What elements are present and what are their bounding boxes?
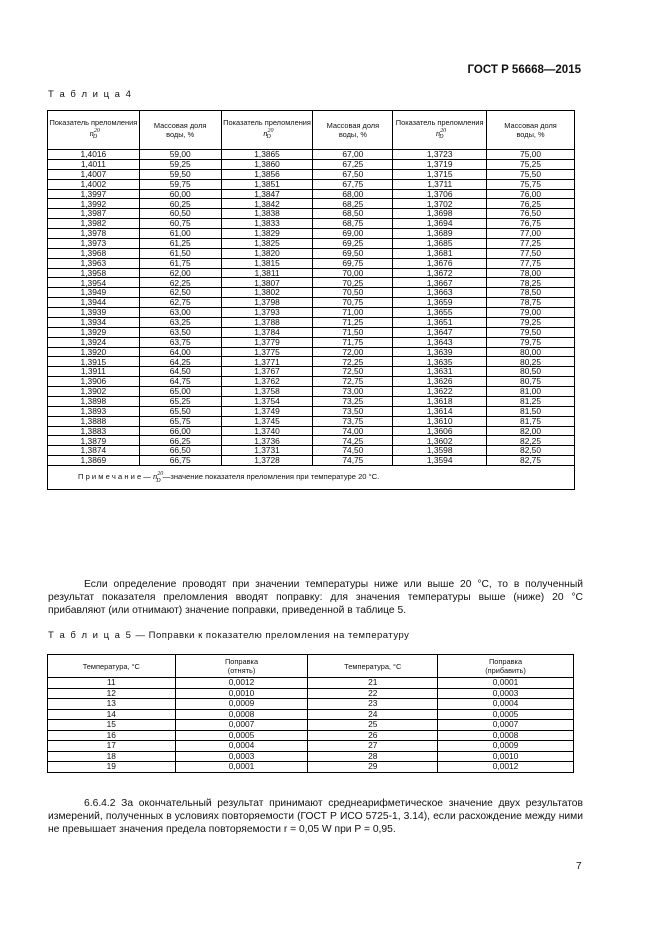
water-mass-cell: 80,50 (487, 367, 575, 377)
water-mass-cell: 59,75 (139, 179, 221, 189)
refractive-index-cell: 1,3820 (221, 248, 313, 258)
water-mass-cell: 63,75 (139, 337, 221, 347)
paragraph-final-result: 6.6.4.2 За окончательный результат принимают среднеарифметическое значение двух результатов измерений, полученных в условиях повторяемости (ГОСТ Р ИСО 5725-1, 3.14), если расхождение между ними не превышает значения предела повторяемости r = 0,05 W при P = 0,95. (48, 798, 583, 836)
water-mass-cell: 61,00 (139, 229, 221, 239)
table-row (48, 159, 575, 169)
refractive-index-cell: 1,3663 (393, 288, 487, 298)
refractive-index-cell: 1,3815 (221, 258, 313, 268)
refractive-index-cell: 1,3606 (393, 426, 487, 436)
table-row (48, 387, 575, 397)
water-mass-cell: 78,00 (487, 268, 575, 278)
refractive-index-cell: 1,4007 (48, 169, 140, 179)
refractive-index-cell: 1,3879 (48, 436, 140, 446)
refractive-index-cell: 1,3728 (221, 456, 313, 466)
table-row (48, 199, 575, 209)
refractive-index-cell: 1,3906 (48, 377, 140, 387)
water-mass-cell: 70,25 (313, 278, 393, 288)
table5-caption: Т а б л и ц а 5 — Поправки к показателю преломления на температуру (48, 630, 410, 641)
water-mass-cell: 67,00 (313, 150, 393, 160)
table-row (48, 268, 575, 278)
refractive-index-cell: 1,3869 (48, 456, 140, 466)
water-mass-cell: 79,75 (487, 337, 575, 347)
water-mass-cell: 67,75 (313, 179, 393, 189)
table-row (48, 288, 575, 298)
refractive-index-cell: 1,3992 (48, 199, 140, 209)
water-mass-cell: 62,75 (139, 298, 221, 308)
water-mass-cell: 70,50 (313, 288, 393, 298)
th-index (221, 111, 313, 150)
water-mass-cell: 81,50 (487, 406, 575, 416)
refractive-index-cell: 1,3829 (221, 229, 313, 239)
water-mass-cell: 76,75 (487, 219, 575, 229)
table-row (48, 337, 575, 347)
note-text: —значение показателя преломления при температуре 20 °С. (162, 472, 380, 482)
table-row (48, 416, 575, 426)
refractive-index-cell: 1,3997 (48, 189, 140, 199)
refractive-index-cell: 1,4016 (48, 150, 140, 160)
water-mass-cell: 72,75 (313, 377, 393, 387)
table-row (48, 308, 575, 318)
water-mass-cell: 63,00 (139, 308, 221, 318)
water-mass-cell: 71,25 (313, 317, 393, 327)
table-row (48, 317, 575, 327)
refractive-index-cell: 1,3865 (221, 150, 313, 160)
water-mass-cell: 60,25 (139, 199, 221, 209)
th-mass (313, 111, 393, 150)
index-header-text: Показатель преломления $n^{20}_D$ (223, 117, 311, 141)
temperature-cell: 22 (308, 688, 438, 699)
refractive-index-cell: 1,3982 (48, 219, 140, 229)
water-mass-cell: 67,25 (313, 159, 393, 169)
table4-caption: Т а б л и ц а 4 (48, 89, 133, 100)
table-row (48, 436, 575, 446)
refractive-index-cell: 1,3694 (393, 219, 487, 229)
temperature-cell: 23 (308, 699, 438, 710)
table-row (48, 327, 575, 337)
table-row (48, 709, 574, 720)
table-row (48, 678, 574, 689)
refractive-index-cell: 1,3874 (48, 446, 140, 456)
water-mass-cell: 73,25 (313, 396, 393, 406)
refractive-index-cell: 1,3706 (393, 189, 487, 199)
th-correction-subtract: Поправка (отнять) (175, 655, 308, 678)
water-mass-cell: 80,00 (487, 347, 575, 357)
mass-header-text: Массовая доля воды, % (326, 121, 380, 139)
mass-header-text: Массовая доля воды, % (504, 121, 557, 139)
water-mass-cell: 81,75 (487, 416, 575, 426)
refractive-index-cell: 1,3856 (221, 169, 313, 179)
table-row (48, 229, 575, 239)
refractive-index-cell: 1,3987 (48, 209, 140, 219)
correction-cell: 0,0004 (175, 741, 308, 752)
water-mass-cell: 65,25 (139, 396, 221, 406)
water-mass-cell: 60,00 (139, 189, 221, 199)
refractive-index-cell: 1,3754 (221, 396, 313, 406)
temperature-cell: 18 (48, 751, 176, 762)
paragraph-temperature-correction: Если определение проводят при значении температуры ниже или выше 20 °С, то в полученный результат показателя преломления вводят поправку: для значения температуры выше (ниже) 20 °С прибавляют (или отнимают) значение поправки, приведенной в таблице 5. (48, 579, 583, 617)
refractive-index-cell: 1,3784 (221, 327, 313, 337)
temperature-cell: 12 (48, 688, 176, 699)
water-mass-cell: 79,25 (487, 317, 575, 327)
refractive-index-cell: 1,3851 (221, 179, 313, 189)
refractive-index-cell: 1,3788 (221, 317, 313, 327)
water-mass-cell: 82,75 (487, 456, 575, 466)
th-temperature: Температура, °С (308, 655, 438, 678)
refractive-index-cell: 1,3811 (221, 268, 313, 278)
refractive-index-cell: 1,3838 (221, 209, 313, 219)
doc-header: ГОСТ Р 56668—2015 (467, 64, 581, 76)
refractive-index-cell: 1,3833 (221, 219, 313, 229)
refractive-index-cell: 1,3626 (393, 377, 487, 387)
refractive-index-cell: 1,3715 (393, 169, 487, 179)
correction-cell: 0,0005 (175, 730, 308, 741)
refractive-index-cell: 1,3647 (393, 327, 487, 337)
water-mass-cell: 64,75 (139, 377, 221, 387)
refractive-index-cell: 1,3802 (221, 288, 313, 298)
table-row (48, 699, 574, 710)
refractive-index-cell: 1,3798 (221, 298, 313, 308)
table-row (48, 209, 575, 219)
index-header-text: Показатель преломления $n^{20}_D$ (49, 117, 138, 141)
water-mass-cell: 75,75 (487, 179, 575, 189)
correction-cell: 0,0004 (438, 699, 574, 710)
temperature-cell: 17 (48, 741, 176, 752)
water-mass-cell: 73,00 (313, 387, 393, 397)
water-mass-cell: 69,75 (313, 258, 393, 268)
temperature-cell: 11 (48, 678, 176, 689)
refractive-index-cell: 1,3651 (393, 317, 487, 327)
water-mass-cell: 77,75 (487, 258, 575, 268)
water-mass-cell: 64,00 (139, 347, 221, 357)
table-row (48, 189, 575, 199)
water-mass-cell: 59,00 (139, 150, 221, 160)
temperature-cell: 26 (308, 730, 438, 741)
temperature-cell: 14 (48, 709, 176, 720)
refractive-index-cell: 1,4002 (48, 179, 140, 189)
table-row (48, 396, 575, 406)
th-temperature: Температура, °С (48, 655, 176, 678)
water-mass-cell: 75,00 (487, 150, 575, 160)
temperature-cell: 19 (48, 762, 176, 773)
correction-cell: 0,0009 (175, 699, 308, 710)
water-mass-cell: 78,25 (487, 278, 575, 288)
refractive-index-cell: 1,3745 (221, 416, 313, 426)
refractive-index-cell: 1,3954 (48, 278, 140, 288)
water-mass-cell: 81,25 (487, 396, 575, 406)
refractive-index-cell: 1,3888 (48, 416, 140, 426)
water-mass-cell: 82,00 (487, 426, 575, 436)
refractive-index-cell: 1,3883 (48, 426, 140, 436)
refractive-index-cell: 1,3944 (48, 298, 140, 308)
refractive-index-cell: 1,3659 (393, 298, 487, 308)
refractive-index-cell: 1,3667 (393, 278, 487, 288)
table5-header-row (48, 655, 574, 678)
refractive-index-cell: 1,3939 (48, 308, 140, 318)
correction-cell: 0,0010 (175, 688, 308, 699)
water-mass-cell: 70,75 (313, 298, 393, 308)
water-mass-cell: 61,75 (139, 258, 221, 268)
table-row (48, 406, 575, 416)
refractive-index-cell: 1,3779 (221, 337, 313, 347)
th-index (48, 111, 140, 150)
table-row (48, 730, 574, 741)
table-row (48, 688, 574, 699)
th-index (393, 111, 487, 150)
table-row (48, 377, 575, 387)
water-mass-cell: 60,50 (139, 209, 221, 219)
refractive-index-cell: 1,3618 (393, 396, 487, 406)
water-mass-cell: 82,50 (487, 446, 575, 456)
refractive-index-cell: 1,3676 (393, 258, 487, 268)
correction-cell: 0,0008 (175, 709, 308, 720)
water-mass-cell: 71,50 (313, 327, 393, 337)
refractive-index-cell: 1,3602 (393, 436, 487, 446)
table-row (48, 150, 575, 160)
refractive-index-cell: 1,3622 (393, 387, 487, 397)
refractive-index-cell: 1,3723 (393, 150, 487, 160)
water-mass-cell: 76,00 (487, 189, 575, 199)
correction-cell: 0,0005 (438, 709, 574, 720)
table-row (48, 367, 575, 377)
table-row (48, 347, 575, 357)
water-mass-cell: 71,75 (313, 337, 393, 347)
correction-cell: 0,0001 (175, 762, 308, 773)
refractive-index-cell: 1,3934 (48, 317, 140, 327)
water-mass-cell: 72,25 (313, 357, 393, 367)
table-row (48, 169, 575, 179)
water-mass-cell: 74,50 (313, 446, 393, 456)
water-mass-cell: 81,00 (487, 387, 575, 397)
refractive-index-cell: 1,3793 (221, 308, 313, 318)
water-mass-cell: 77,25 (487, 238, 575, 248)
refractive-index-cell: 1,3920 (48, 347, 140, 357)
water-mass-cell: 61,50 (139, 248, 221, 258)
table-row (48, 298, 575, 308)
refractive-index-cell: 1,3635 (393, 357, 487, 367)
water-mass-cell: 74,75 (313, 456, 393, 466)
water-mass-cell: 59,25 (139, 159, 221, 169)
table-row (48, 426, 575, 436)
water-mass-cell: 75,25 (487, 159, 575, 169)
temperature-cell: 24 (308, 709, 438, 720)
water-mass-cell: 73,75 (313, 416, 393, 426)
water-mass-cell: 66,00 (139, 426, 221, 436)
correction-cell: 0,0007 (438, 720, 574, 731)
refractive-index-cell: 1,3767 (221, 367, 313, 377)
table-row (48, 762, 574, 773)
correction-cell: 0,0012 (438, 762, 574, 773)
temperature-cell: 29 (308, 762, 438, 773)
water-mass-cell: 75,50 (487, 169, 575, 179)
water-mass-cell: 76,25 (487, 199, 575, 209)
water-mass-cell: 61,25 (139, 238, 221, 248)
correction-cell: 0,0001 (438, 678, 574, 689)
water-mass-cell: 79,00 (487, 308, 575, 318)
table-row (48, 238, 575, 248)
water-mass-cell: 74,00 (313, 426, 393, 436)
water-mass-cell: 62,25 (139, 278, 221, 288)
temperature-cell: 27 (308, 741, 438, 752)
refractive-index-cell: 1,3968 (48, 248, 140, 258)
th-mass (487, 111, 575, 150)
water-mass-cell: 72,50 (313, 367, 393, 377)
note-symbol: $n^{20}_D$ (153, 471, 164, 484)
refractive-index-cell: 1,3902 (48, 387, 140, 397)
refractive-index-cell: 1,3681 (393, 248, 487, 258)
refractive-index-cell: 1,3711 (393, 179, 487, 189)
index-header-text: Показатель преломления $n^{20}_D$ (395, 117, 484, 141)
refractive-index-cell: 1,3702 (393, 199, 487, 209)
water-mass-cell: 65,00 (139, 387, 221, 397)
refractive-index-cell: 1,3978 (48, 229, 140, 239)
refractive-index-cell: 1,3973 (48, 238, 140, 248)
water-mass-cell: 68,75 (313, 219, 393, 229)
refractive-index-cell: 1,3924 (48, 337, 140, 347)
water-mass-cell: 68,25 (313, 199, 393, 209)
water-mass-cell: 65,75 (139, 416, 221, 426)
water-mass-cell: 60,75 (139, 219, 221, 229)
water-mass-cell: 77,00 (487, 229, 575, 239)
refractive-index-cell: 1,3740 (221, 426, 313, 436)
refractive-index-cell: 1,3731 (221, 446, 313, 456)
table4-note-row (48, 466, 575, 490)
temperature-cell: 25 (308, 720, 438, 731)
refractive-index-cell: 1,3893 (48, 406, 140, 416)
table-5 (47, 654, 574, 773)
water-mass-cell: 70,00 (313, 268, 393, 278)
refractive-index-cell: 1,3911 (48, 367, 140, 377)
water-mass-cell: 68,00 (313, 189, 393, 199)
th-mass (139, 111, 221, 150)
refractive-index-cell: 1,3598 (393, 446, 487, 456)
refractive-index-cell: 1,3639 (393, 347, 487, 357)
refractive-index-cell: 1,3963 (48, 258, 140, 268)
refractive-index-cell: 1,3762 (221, 377, 313, 387)
refractive-index-cell: 1,3915 (48, 357, 140, 367)
water-mass-cell: 68,50 (313, 209, 393, 219)
correction-cell: 0,0003 (438, 688, 574, 699)
temperature-cell: 28 (308, 751, 438, 762)
note-label: П р и м е ч а н и е — (78, 472, 151, 482)
table-row (48, 751, 574, 762)
correction-cell: 0,0008 (438, 730, 574, 741)
water-mass-cell: 59,50 (139, 169, 221, 179)
table-row (48, 446, 575, 456)
water-mass-cell: 74,25 (313, 436, 393, 446)
table-row (48, 741, 574, 752)
water-mass-cell: 65,50 (139, 406, 221, 416)
water-mass-cell: 73,50 (313, 406, 393, 416)
refractive-index-cell: 1,3929 (48, 327, 140, 337)
water-mass-cell: 69,25 (313, 238, 393, 248)
water-mass-cell: 66,75 (139, 456, 221, 466)
refractive-index-cell: 1,4011 (48, 159, 140, 169)
refractive-index-cell: 1,3689 (393, 229, 487, 239)
table-row (48, 248, 575, 258)
refractive-index-cell: 1,3807 (221, 278, 313, 288)
temperature-cell: 16 (48, 730, 176, 741)
refractive-index-cell: 1,3898 (48, 396, 140, 406)
water-mass-cell: 63,50 (139, 327, 221, 337)
refractive-index-cell: 1,3698 (393, 209, 487, 219)
table-row (48, 179, 575, 189)
temperature-cell: 13 (48, 699, 176, 710)
correction-cell: 0,0010 (438, 751, 574, 762)
water-mass-cell: 63,25 (139, 317, 221, 327)
th-correction-add: Поправка (прибавить) (438, 655, 574, 678)
water-mass-cell: 82,25 (487, 436, 575, 446)
water-mass-cell: 67,50 (313, 169, 393, 179)
table4-header-row (48, 111, 575, 150)
water-mass-cell: 62,00 (139, 268, 221, 278)
water-mass-cell: 72,00 (313, 347, 393, 357)
refractive-index-cell: 1,3771 (221, 357, 313, 367)
refractive-index-cell: 1,3758 (221, 387, 313, 397)
water-mass-cell: 66,50 (139, 446, 221, 456)
temperature-cell: 15 (48, 720, 176, 731)
page-number: 7 (576, 861, 582, 872)
table-row (48, 456, 575, 466)
water-mass-cell: 69,00 (313, 229, 393, 239)
water-mass-cell: 77,50 (487, 248, 575, 258)
refractive-index-cell: 1,3672 (393, 268, 487, 278)
water-mass-cell: 71,00 (313, 308, 393, 318)
refractive-index-cell: 1,3749 (221, 406, 313, 416)
refractive-index-cell: 1,3719 (393, 159, 487, 169)
refractive-index-cell: 1,3685 (393, 238, 487, 248)
table-row (48, 720, 574, 731)
refractive-index-cell: 1,3614 (393, 406, 487, 416)
refractive-index-cell: 1,3825 (221, 238, 313, 248)
water-mass-cell: 76,50 (487, 209, 575, 219)
water-mass-cell: 62,50 (139, 288, 221, 298)
table-row (48, 278, 575, 288)
table-row (48, 357, 575, 367)
table-row (48, 219, 575, 229)
refractive-index-cell: 1,3775 (221, 347, 313, 357)
refractive-index-cell: 1,3610 (393, 416, 487, 426)
table-row (48, 258, 575, 268)
refractive-index-cell: 1,3847 (221, 189, 313, 199)
temperature-cell: 21 (308, 678, 438, 689)
water-mass-cell: 80,75 (487, 377, 575, 387)
refractive-index-cell: 1,3594 (393, 456, 487, 466)
refractive-index-cell: 1,3643 (393, 337, 487, 347)
water-mass-cell: 80,25 (487, 357, 575, 367)
correction-cell: 0,0007 (175, 720, 308, 731)
water-mass-cell: 78,75 (487, 298, 575, 308)
water-mass-cell: 69,50 (313, 248, 393, 258)
correction-cell: 0,0009 (438, 741, 574, 752)
refractive-index-cell: 1,3949 (48, 288, 140, 298)
refractive-index-cell: 1,3631 (393, 367, 487, 377)
water-mass-cell: 64,25 (139, 357, 221, 367)
refractive-index-cell: 1,3958 (48, 268, 140, 278)
refractive-index-cell: 1,3655 (393, 308, 487, 318)
correction-cell: 0,0003 (175, 751, 308, 762)
table-4 (47, 110, 575, 490)
mass-header-text: Массовая доля воды, % (153, 121, 207, 139)
water-mass-cell: 66,25 (139, 436, 221, 446)
water-mass-cell: 64,50 (139, 367, 221, 377)
refractive-index-cell: 1,3736 (221, 436, 313, 446)
water-mass-cell: 79,50 (487, 327, 575, 337)
correction-cell: 0,0012 (175, 678, 308, 689)
water-mass-cell: 78,50 (487, 288, 575, 298)
refractive-index-cell: 1,3860 (221, 159, 313, 169)
refractive-index-cell: 1,3842 (221, 199, 313, 209)
